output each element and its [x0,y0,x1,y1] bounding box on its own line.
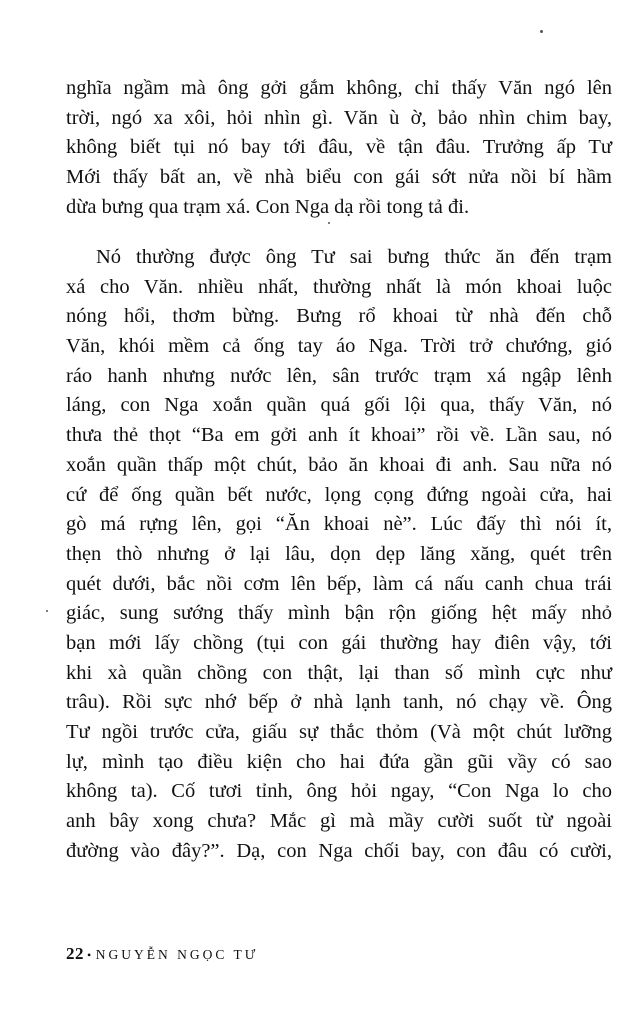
text-line: nghĩa ngầm mà ông gởi gắm không, chỉ thấy Văn ngó lên [66,77,612,99]
scan-speck [540,30,543,33]
text-line: xoắn quần thấp một chút, bảo ăn khoai đi anh. Sau nữa nó [66,453,612,476]
text-line: cứ để ống quần bết nước, lọng cọng đứng ngoài cửa, hai [66,483,612,506]
text-line: đường vào đây?”. Dạ, con Nga chối bay, con đâu có cười, [66,839,612,862]
text-line: trâu). Rồi sực nhớ bếp ở nhà lạnh tanh, nó chạy về. Ông [66,691,612,714]
text-line: láng, con Nga xoắn quần quá gối lội qua, thấy Văn, nó [66,394,612,417]
text-line: gò má rựng lên, gọi “Ăn khoai nè”. Lúc đấy thì nói ít, [66,513,612,536]
paragraph-2 [66,243,612,866]
text-line: thưa thẻ thọt “Ba em gởi anh ít khoai” rồi về. Lần sau, nó [66,424,612,447]
text-line: lự, mình tạo điều kiện cho hai đứa gần gũi vầy có sao [66,750,612,773]
page-number: 22 [66,944,84,963]
bullet-separator: • [87,948,92,963]
author-name: NGUYỄN NGỌC TƯ [95,947,259,962]
text-line: nóng hổi, thơm bừng. Bưng rổ khoai từ nhà đến chỗ [66,305,612,328]
text-line: trời, ngó xa xôi, hỏi nhìn gì. Văn ù ờ, bảo nhìn chim bay, [66,106,612,129]
text-line: Văn, khói mềm cả ống tay áo Nga. Trời trở chướng, gió [66,335,612,358]
text-line: thẹn thò nhưng ở lại lâu, dọn dẹp lăng xăng, quét trên [66,542,612,565]
scan-speck [328,222,330,224]
text-line: quét dưới, bắc nồi cơm lên bếp, làm cá nấu canh chua trái [66,572,612,595]
text-line: bạn mới lấy chồng (tụi con gái thường hay điên vậy, tới [66,631,612,654]
text-line: Mới thấy bất an, về nhà biểu con gái sớt nửa nồi bí hầm [66,166,612,189]
page-footer [66,944,258,965]
text-line: dừa bưng qua trạm xá. Con Nga dạ rồi tong tả đi. [66,195,470,218]
text-line: Tư ngồi trước cửa, giấu sự thắc thỏm (Và một chút lưỡng [66,721,612,743]
text-line: khi xà quần chồng con thật, lại than số mình cực như [66,661,612,684]
paragraph-1 [66,74,612,222]
text-line: Nó thường được ông Tư sai bưng thức ăn đến trạm [96,246,612,268]
text-line: giác, sung sướng thấy mình bận rộn giống hệt mấy nhỏ [66,602,612,625]
text-line: ráo hanh nhưng nước lên, sân trước trạm xá ngập lênh [66,364,612,387]
text-line: không ta). Cố tươi tỉnh, ông hỏi ngay, “Con Nga lo cho [66,780,612,803]
text-line: không biết tụi nó bay tới đâu, về tận đâu. Trưởng ấp Tư [66,136,612,159]
text-line: xá cho Văn. nhiều nhất, thường nhất là món khoai luộc [66,275,612,298]
scan-speck [46,610,48,612]
text-line: anh bây xong chưa? Mắc gì mà mầy cười suốt từ ngoài [66,810,612,833]
